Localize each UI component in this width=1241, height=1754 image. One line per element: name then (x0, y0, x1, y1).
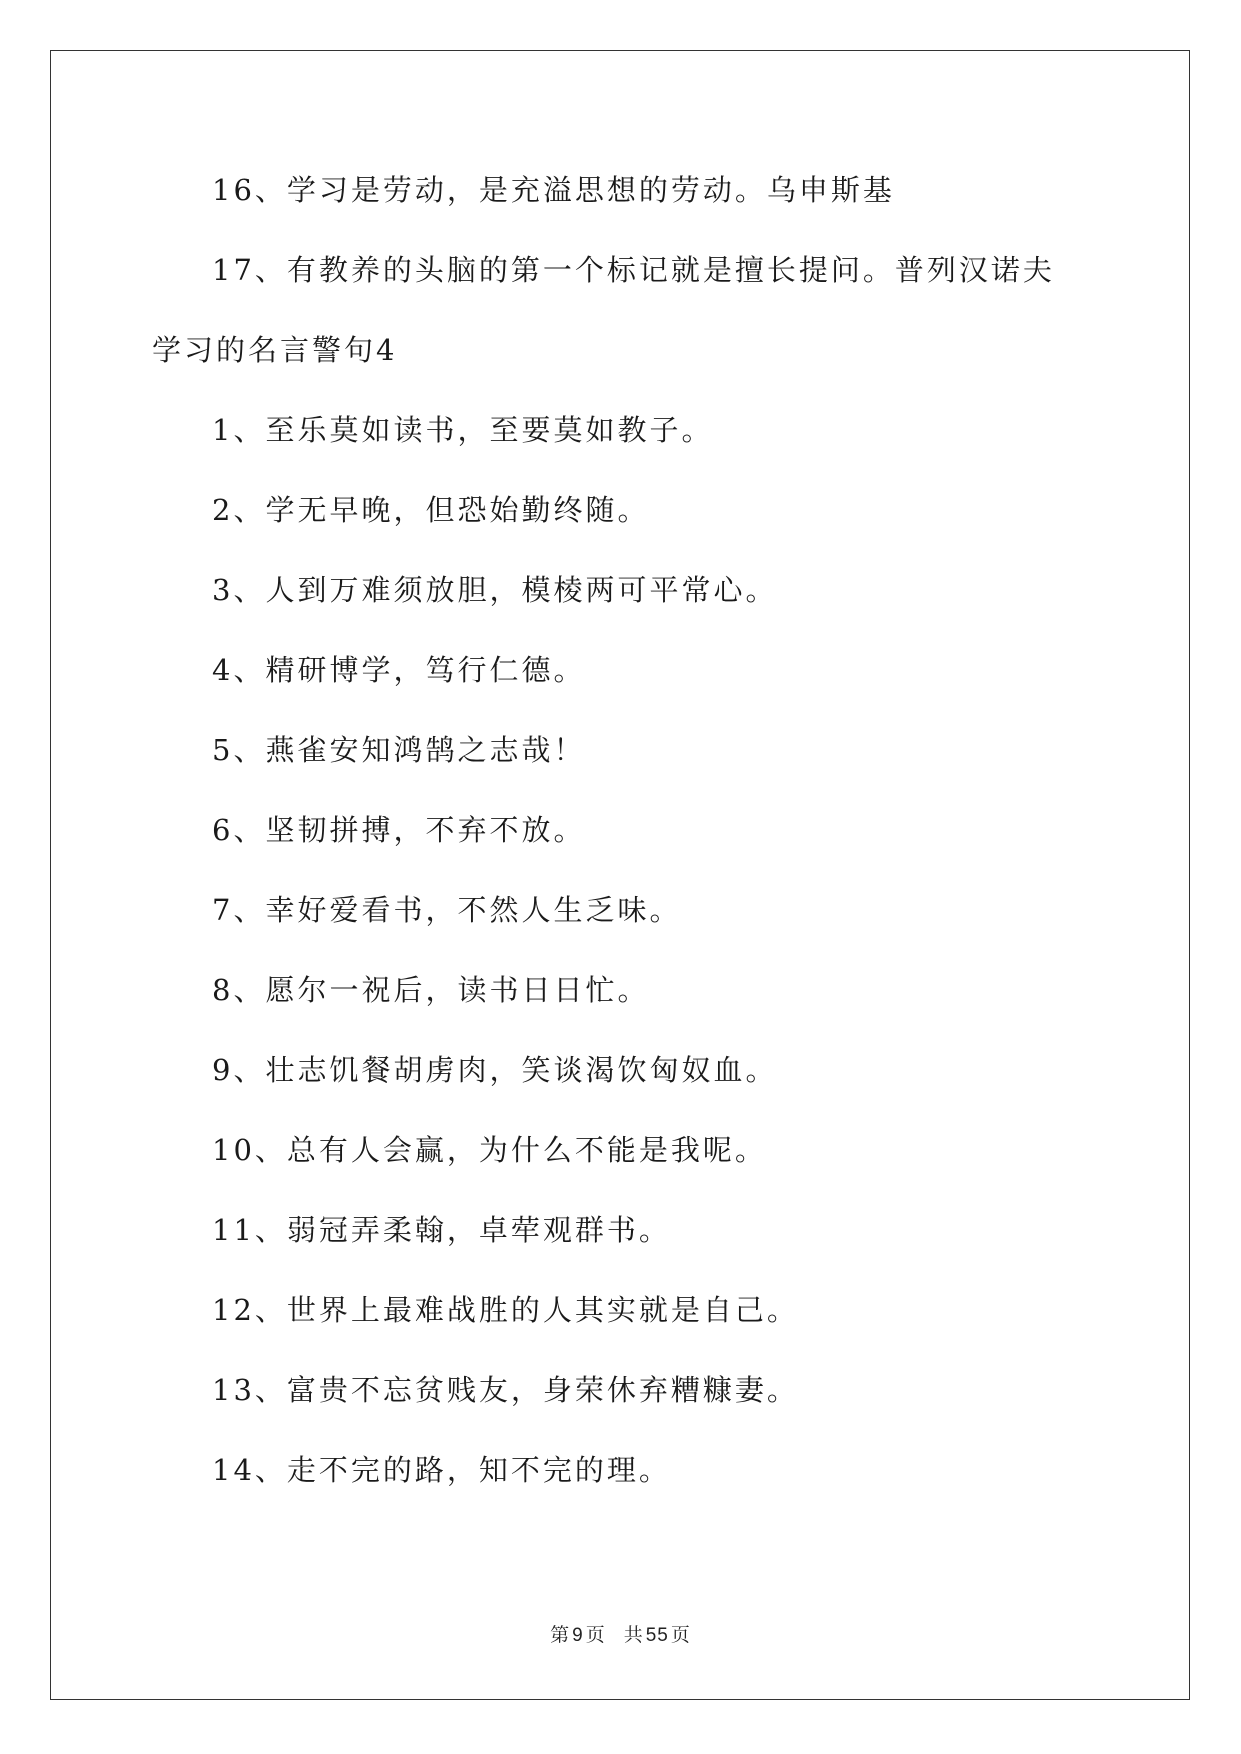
quote-line: 16、学习是劳动，是充溢思想的劳动。乌申斯基 (212, 173, 895, 207)
quote-line: 9、壮志饥餐胡虏肉，笑谈渴饮匈奴血。 (212, 1053, 778, 1087)
quote-line: 3、人到万难须放胆，模棱两可平常心。 (212, 573, 778, 607)
quote-line: 12、世界上最难战胜的人其实就是自己。 (212, 1293, 799, 1327)
footer-page-suffix: 页 (585, 1624, 606, 1646)
footer-page-number: 9 (572, 1625, 584, 1646)
footer-total-prefix: 共 (623, 1624, 644, 1646)
quote-line: 11、弱冠弄柔翰，卓荦观群书。 (212, 1213, 671, 1247)
quote-line: 8、愿尔一祝后，读书日日忙。 (212, 973, 650, 1007)
quote-line: 2、学无早晚，但恐始勤终随。 (212, 493, 650, 527)
quote-line: 17、有教养的头脑的第一个标记就是擅长提问。普列汉诺夫 (212, 253, 1055, 287)
footer-prefix: 第 (550, 1624, 571, 1646)
quote-line: 1、至乐莫如读书，至要莫如教子。 (212, 413, 714, 447)
quote-line: 10、总有人会赢，为什么不能是我呢。 (212, 1133, 767, 1167)
quote-line: 7、幸好爱看书，不然人生乏味。 (212, 893, 682, 927)
footer-total-pages: 55 (645, 1625, 669, 1646)
page-footer (0, 1620, 1241, 1647)
quote-line: 6、坚韧拼搏，不弃不放。 (212, 813, 586, 847)
footer-total-suffix: 页 (670, 1624, 691, 1646)
quote-line: 4、精研博学，笃行仁德。 (212, 653, 586, 687)
quote-line: 13、富贵不忘贫贱友，身荣休弃糟糠妻。 (212, 1373, 799, 1407)
quote-line: 5、燕雀安知鸿鹄之志哉！ (212, 733, 586, 767)
quote-line: 14、走不完的路，知不完的理。 (212, 1453, 671, 1487)
section-heading: 学习的名言警句4 (152, 333, 398, 367)
